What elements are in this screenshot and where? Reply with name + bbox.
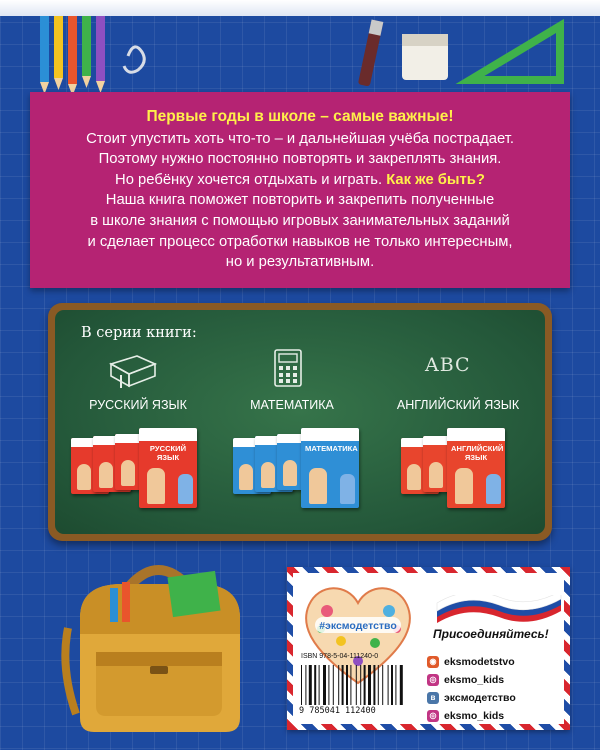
intro-panel xyxy=(30,92,570,288)
intro-question: Как же быть? xyxy=(386,171,485,188)
abc-icon: ABC xyxy=(425,354,471,376)
backpack-buckle xyxy=(150,666,168,674)
intro-line-6: и сделает процесс отработки навыков не только интересным, xyxy=(87,233,513,250)
social-item-text: eksmo_kids xyxy=(444,673,505,686)
barcode-bar xyxy=(333,665,334,705)
barcode-bar xyxy=(328,665,329,705)
book-cover-title-english: АНГЛИЙСКИЙ ЯЗЫК xyxy=(451,444,504,462)
social-item-site[interactable] xyxy=(427,654,516,669)
series-label-math: МАТЕМАТИКА xyxy=(250,398,334,412)
notebook-in-backpack xyxy=(167,571,220,617)
social-item-instagram-2[interactable] xyxy=(427,708,516,723)
barcode-bar xyxy=(388,665,389,705)
barcode-bar xyxy=(356,665,357,705)
barcode-bar xyxy=(373,665,375,705)
barcode-bar xyxy=(346,665,348,705)
paperclip-icon xyxy=(124,47,144,72)
isbn-text: ISBN 978-5-04-111240-0 xyxy=(301,653,379,660)
barcode-bar xyxy=(350,665,351,705)
barcode-bar xyxy=(382,665,383,705)
book-cover-english xyxy=(447,428,505,508)
barcode-bar xyxy=(378,665,379,705)
barcode-bar xyxy=(314,665,316,705)
pencil-green xyxy=(82,16,91,76)
book-cover-title-russian: РУССКИЙ ЯЗЫК xyxy=(149,444,187,462)
pencil-blue xyxy=(40,16,49,82)
info-sticker xyxy=(287,567,570,730)
intro-line-5: в школе знания с помощью игровых занимательных заданий xyxy=(90,212,510,229)
barcode-bar xyxy=(364,665,366,705)
intro-line-3: Но ребёнку хочется отдыхать и играть. xyxy=(115,171,383,188)
barcode-bar xyxy=(368,665,371,705)
barcode-bar xyxy=(305,665,306,705)
stationery-illustration xyxy=(0,16,600,96)
intro-title: Первые годы в школе – самые важные! xyxy=(146,108,454,125)
backpack-illustration xyxy=(58,548,264,736)
book-cover-title-math: МАТЕМАТИКА xyxy=(305,444,358,453)
barcode xyxy=(299,665,424,705)
cover-top-edge xyxy=(0,0,600,16)
book-icon xyxy=(107,352,159,390)
join-text: Присоединяйтесь! xyxy=(433,627,549,641)
pencil-purple xyxy=(96,16,105,81)
flag-ribbon xyxy=(433,595,563,625)
barcode-bar xyxy=(309,665,312,705)
barcode-bar xyxy=(338,665,339,705)
intro-line-4: Наша книга поможет повторить и закрепить полученные xyxy=(105,192,495,209)
barcode-bar xyxy=(342,665,344,705)
social-item-text: эксмодетство xyxy=(444,691,516,704)
instagram-icon: ◎ xyxy=(427,674,439,686)
barcode-digits: 9 785041 112400 xyxy=(299,706,376,716)
pencils-group xyxy=(40,16,105,96)
barcode-bar xyxy=(323,665,326,705)
instagram-icon: ◎ xyxy=(427,710,439,722)
barcode-bar xyxy=(301,665,302,705)
pencil-orange xyxy=(68,16,77,84)
intro-line-7: но и результативным. xyxy=(225,254,375,271)
barcode-bar xyxy=(319,665,320,705)
book-cover-math xyxy=(301,428,359,508)
barcode-bar xyxy=(360,665,361,705)
pen-icon xyxy=(358,20,383,87)
intro-line-3-wrap xyxy=(48,170,552,191)
series-title: В серии книги: xyxy=(81,325,197,341)
intro-line-2: Поэтому нужно постоянно повторять и закреплять знания. xyxy=(98,151,502,168)
chalkboard-frame xyxy=(48,303,552,541)
intro-line-1: Стоит упустить хоть что-то – и дальнейшая учёба пострадает. xyxy=(86,130,514,147)
vk-icon: в xyxy=(427,692,439,704)
social-item-text: eksmo_kids xyxy=(444,709,505,722)
barcode-bar xyxy=(400,665,403,705)
series-label-russian: РУССКИЙ ЯЗЫК xyxy=(89,398,187,412)
pencil-yellow xyxy=(54,16,63,78)
series-label-english: АНГЛИЙСКИЙ ЯЗЫК xyxy=(396,398,520,412)
book-cover-russian xyxy=(139,428,197,508)
social-item-vk[interactable] xyxy=(427,690,516,705)
barcode-bar xyxy=(391,665,393,705)
social-item-instagram[interactable] xyxy=(427,672,516,687)
hashtag-text: #эксмодетство xyxy=(319,620,397,632)
barcode-bar xyxy=(395,665,396,705)
calculator-icon xyxy=(273,348,303,388)
chalkboard xyxy=(55,310,545,534)
social-item-text: eksmodetstvo xyxy=(444,655,515,668)
social-list xyxy=(427,654,516,726)
globe-icon: ◉ xyxy=(427,656,439,668)
set-square-icon xyxy=(470,26,560,80)
